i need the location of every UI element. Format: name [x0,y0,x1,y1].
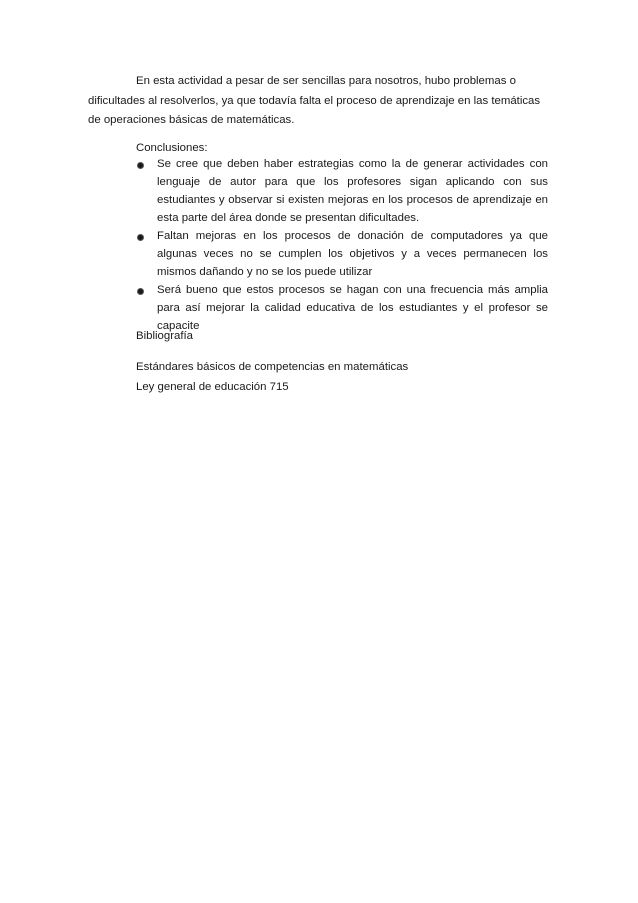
intro-paragraph: En esta actividad a pesar de ser sencillas para nosotros, hubo problemas o dificultades al resolverlos, ya que todavía falta el proceso de aprendizaje en las temáticas de operaciones básicas de matemáticas. [88,75,541,126]
bullet-icon [137,162,144,169]
list-item-text: Se cree que deben haber estrategias como la de generar actividades con lenguaje de autor para que los profesores sigan aplicando con sus estudiantes y observar si existen mejoras en los procesos de aprendizaje en esta parte del área donde se presentan dificultades. [157,158,548,224]
bullet-icon [137,234,144,241]
bibliography-item: Ley general de educación 715 [136,380,289,393]
conclusions-heading: Conclusiones: [136,142,208,154]
bibliography-heading: Bibliografía [136,330,193,342]
bibliography-list [136,358,548,397]
list-item [136,156,548,228]
conclusions-list [136,156,548,337]
list-item-text: Faltan mejoras en los procesos de donación de computadores ya que algunas veces no se cumplen los objetivos y a veces permanecen los mismos dañando y no se los puede utilizar [157,230,548,278]
bullet-icon [137,288,144,295]
list-item [136,228,548,282]
bibliography-item: Estándares básicos de competencias en matemáticas [136,361,409,373]
list-item-text: Será bueno que estos procesos se hagan con una frecuencia más amplia para así mejorar la calidad educativa de los estudiantes y el profesor se capacite [157,284,548,333]
